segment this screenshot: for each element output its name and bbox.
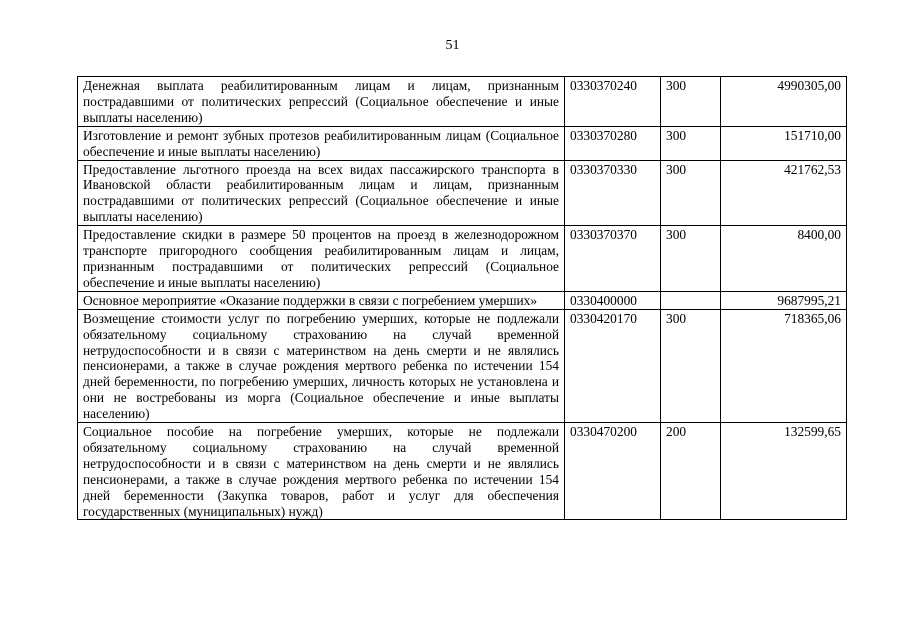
row-expense-type: 300 <box>661 309 721 422</box>
row-description: Предоставление льготного проезда на всех видах пассажирского транспорта в Ивановской области реабилитированным лицам и лицам, признанным пострадавшими от политических репрессий (Социальное обеспечение и иные выплаты населению) <box>78 160 565 226</box>
table-row <box>78 160 847 226</box>
row-expense-type: 300 <box>661 226 721 292</box>
budget-table <box>77 76 847 520</box>
page-number: 51 <box>445 38 460 53</box>
row-target-code: 0330400000 <box>565 291 661 309</box>
row-expense-type: 200 <box>661 423 721 520</box>
row-description: Социальное пособие на погребение умерших, которые не подлежали обязательному социальному страхованию на случай временной нетрудоспособности и в связи с материнством на день смерти и не являлись пенсионерами, а также в случае рождения мертвого ребенка по истечении 154 дней беременности (Закупка товаров, работ и услуг для обеспечения государственных (муниципальных) нужд) <box>78 423 565 520</box>
row-description: Денежная выплата реабилитированным лицам и лицам, признанным пострадавшими от политических репрессий (Социальное обеспечение и иные выплаты населению) <box>78 77 565 127</box>
row-target-code: 0330370280 <box>565 126 661 160</box>
row-amount: 718365,06 <box>721 309 847 422</box>
table-row <box>78 291 847 309</box>
row-amount: 9687995,21 <box>721 291 847 309</box>
table-row <box>78 126 847 160</box>
table-row <box>78 423 847 520</box>
row-target-code: 0330370370 <box>565 226 661 292</box>
row-description: Изготовление и ремонт зубных протезов реабилитированным лицам (Социальное обеспечение и иные выплаты населению) <box>78 126 565 160</box>
row-target-code: 0330370330 <box>565 160 661 226</box>
row-amount: 4990305,00 <box>721 77 847 127</box>
table-row <box>78 226 847 292</box>
row-expense-type: 300 <box>661 77 721 127</box>
row-amount: 151710,00 <box>721 126 847 160</box>
row-description: Основное мероприятие «Оказание поддержки в связи с погребением умерших» <box>78 291 565 309</box>
row-target-code: 0330470200 <box>565 423 661 520</box>
row-target-code: 0330420170 <box>565 309 661 422</box>
table-row <box>78 77 847 127</box>
table-row <box>78 309 847 422</box>
row-target-code: 0330370240 <box>565 77 661 127</box>
row-description: Предоставление скидки в размере 50 процентов на проезд в железнодорожном транспорте пригородного сообщения реабилитированным лицам и лицам, признанным пострадавшими от политических репрессий (Социальное обеспечение и иные выплаты населению) <box>78 226 565 292</box>
row-expense-type <box>661 291 721 309</box>
row-amount: 132599,65 <box>721 423 847 520</box>
row-expense-type: 300 <box>661 160 721 226</box>
row-expense-type: 300 <box>661 126 721 160</box>
row-description: Возмещение стоимости услуг по погребению умерших, которые не подлежали обязательному социальному страхованию на случай временной нетрудоспособности и в связи с материнством на день смерти и не являлись пенсионерами, а также в случае рождения мертвого ребенка по истечении 154 дней беременности, по погребению умерших, личность которых не установлена и они не востребованы из морга (Социальное обеспечение и иные выплаты населению) <box>78 309 565 422</box>
row-amount: 421762,53 <box>721 160 847 226</box>
row-amount: 8400,00 <box>721 226 847 292</box>
